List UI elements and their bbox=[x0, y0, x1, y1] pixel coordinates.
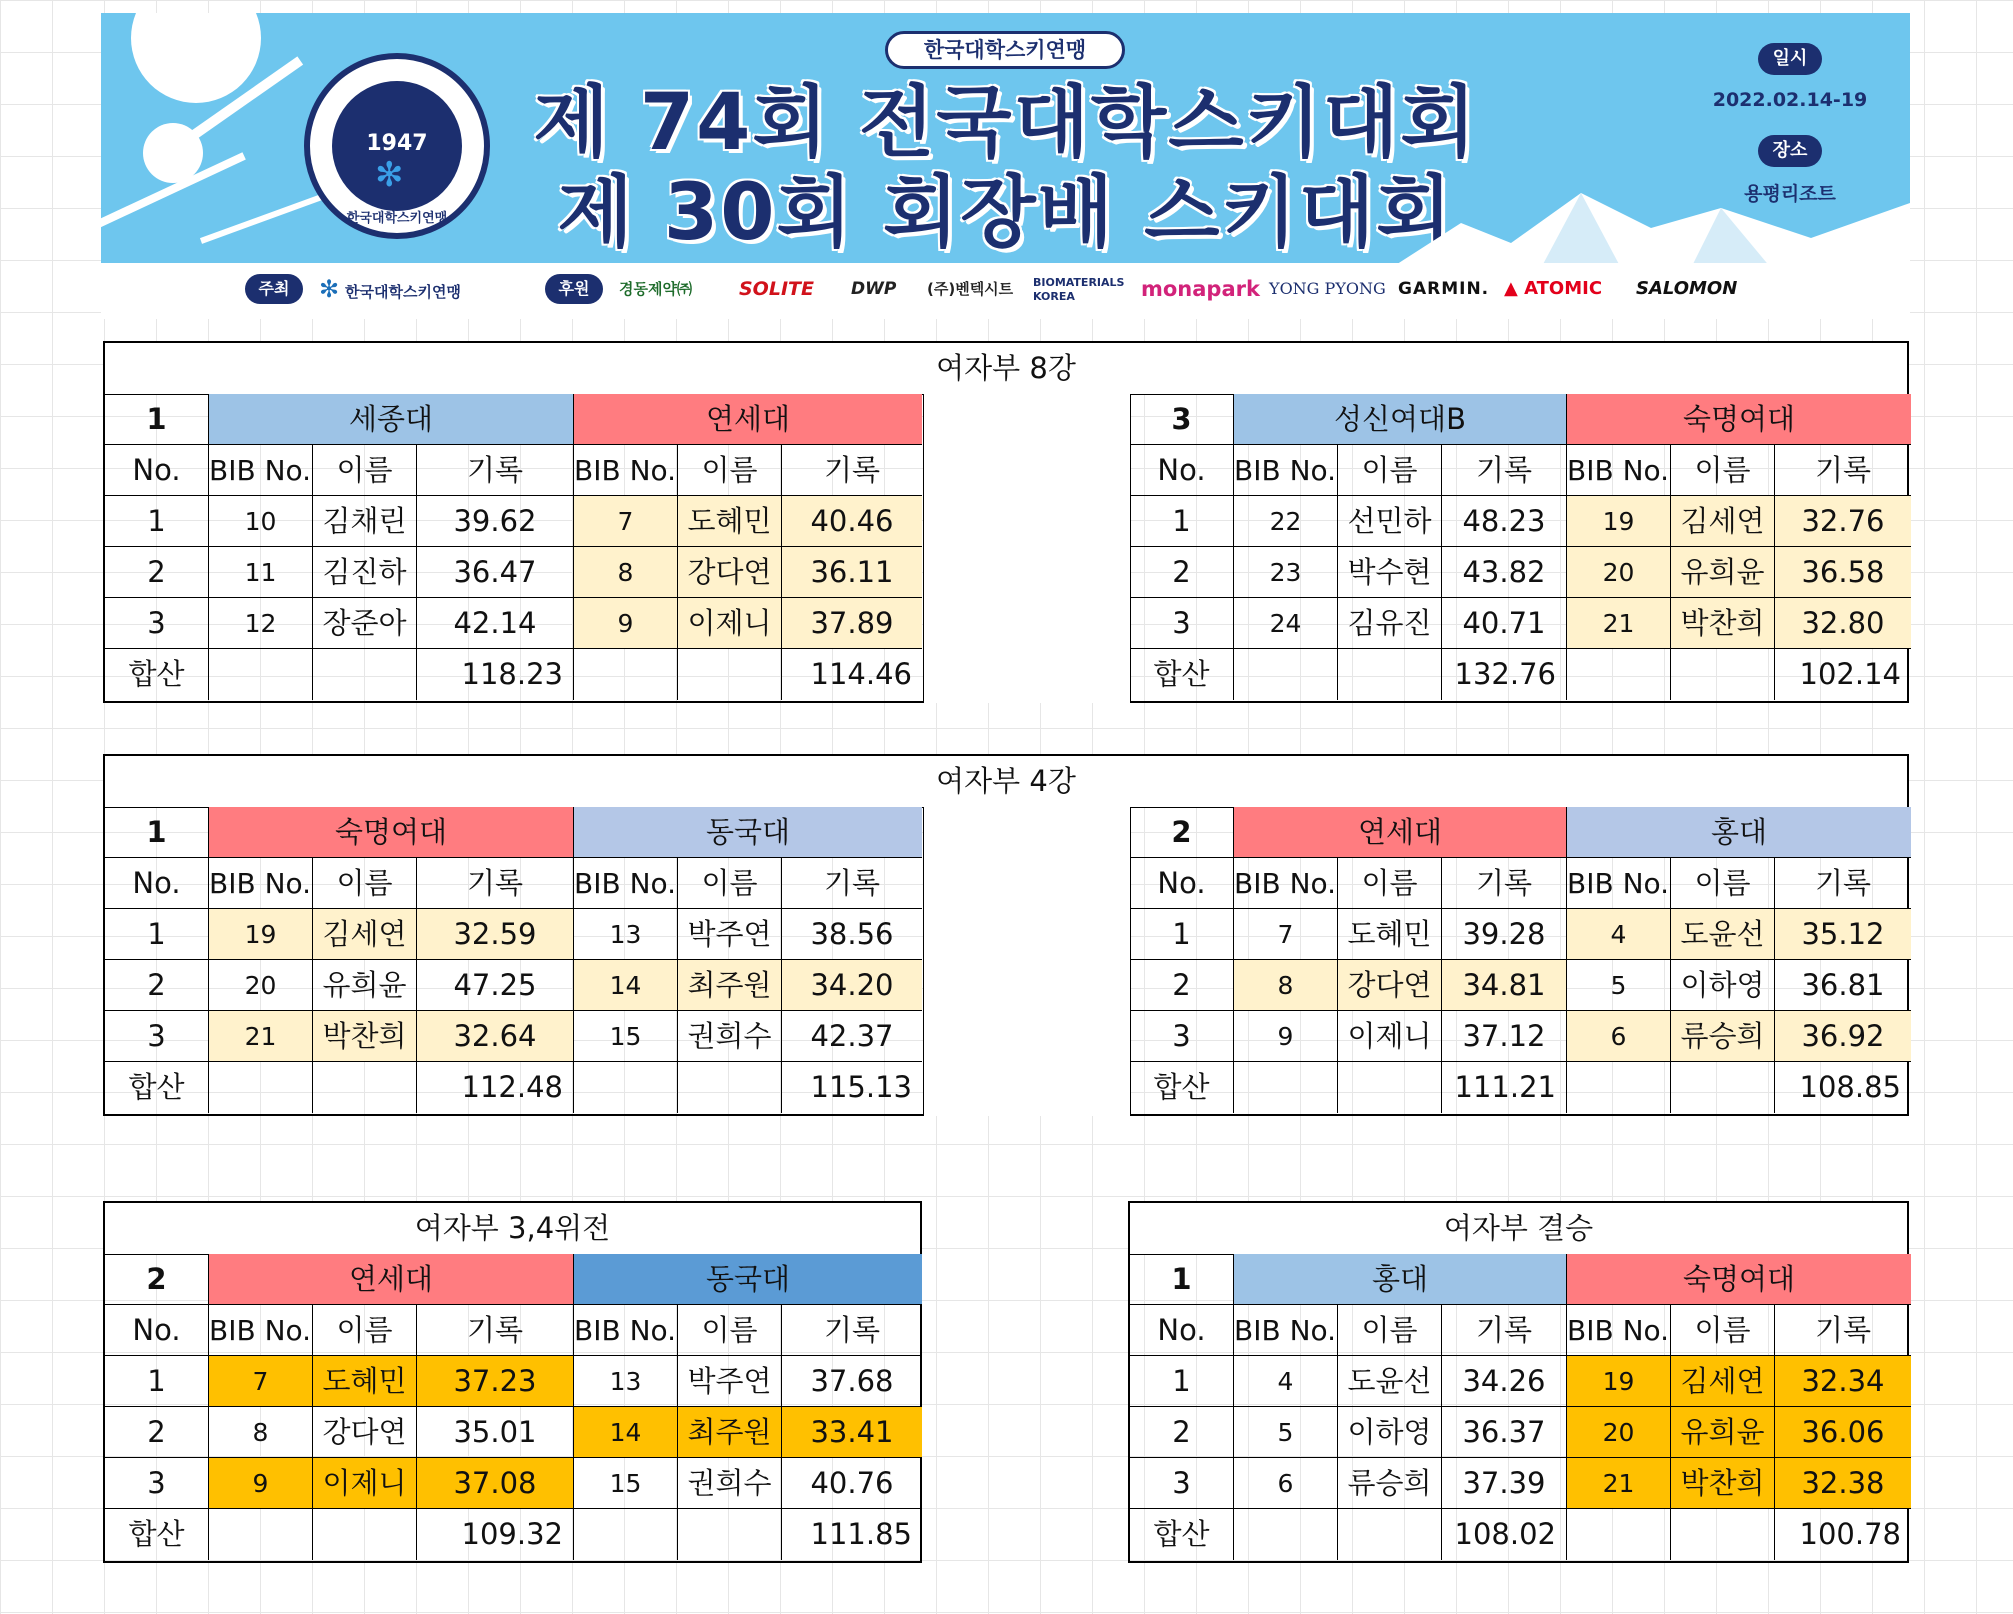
row-number: 1 bbox=[105, 909, 209, 960]
team-a-athlete-name: 김채린 bbox=[313, 496, 417, 547]
team-a-athlete-name: 선민하 bbox=[1338, 496, 1442, 547]
team-b-bib: 6 bbox=[1567, 1011, 1671, 1062]
team-b-record: 34.20 bbox=[782, 960, 922, 1011]
row-number: 2 bbox=[105, 960, 209, 1011]
empty-cell bbox=[1338, 1509, 1442, 1560]
team-a-bib: 7 bbox=[1234, 909, 1338, 960]
team-a-name: 성신여대B bbox=[1234, 394, 1567, 445]
team-a-record: 37.12 bbox=[1442, 1011, 1567, 1062]
total-label: 합산 bbox=[1130, 649, 1234, 700]
team-b-record: 38.56 bbox=[782, 909, 922, 960]
empty-cell bbox=[678, 649, 782, 700]
team-b-total: 115.13 bbox=[810, 1070, 912, 1104]
column-header-name: 이름 bbox=[678, 445, 782, 496]
team-a-record: 48.23 bbox=[1442, 496, 1567, 547]
panel-semifinal bbox=[103, 754, 1909, 1116]
team-b-name: 동국대 bbox=[574, 1254, 922, 1305]
panel-quarterfinal bbox=[103, 341, 1909, 703]
team-a-athlete-name: 강다연 bbox=[1338, 960, 1442, 1011]
empty-cell bbox=[1234, 1509, 1338, 1560]
section-title: 여자부 4강 bbox=[105, 756, 1907, 808]
team-b-athlete-name: 최주원 bbox=[678, 960, 782, 1011]
empty-cell bbox=[209, 1509, 313, 1560]
column-header-record: 기록 bbox=[417, 858, 574, 909]
section-title: 여자부 3,4위전 bbox=[105, 1203, 920, 1255]
team-b-record: 36.11 bbox=[782, 547, 922, 598]
team-a-record: 42.14 bbox=[417, 598, 574, 649]
team-a-total: 111.21 bbox=[1442, 1062, 1567, 1113]
column-header-no: No. bbox=[1130, 858, 1234, 909]
team-b-bib: 15 bbox=[574, 1011, 678, 1062]
team-b-athlete-name: 도윤선 bbox=[1671, 909, 1775, 960]
column-header-record: 기록 bbox=[1775, 1305, 1911, 1356]
team-a-bib: 8 bbox=[1234, 960, 1338, 1011]
row-number: 1 bbox=[1130, 496, 1234, 547]
empty-cell bbox=[1338, 649, 1442, 700]
atomic-text: ATOMIC bbox=[1524, 278, 1603, 299]
match-rank: 3 bbox=[1130, 394, 1234, 445]
column-header-bib: BIB No. bbox=[209, 1305, 313, 1356]
team-b-name: 숙명여대 bbox=[1567, 1254, 1911, 1305]
column-header-name: 이름 bbox=[1338, 858, 1442, 909]
team-b-record: 36.06 bbox=[1775, 1407, 1911, 1458]
team-b-athlete-name: 이하영 bbox=[1671, 960, 1775, 1011]
date-value: 2022.02.14-19 bbox=[1712, 89, 1868, 111]
empty-cell bbox=[678, 1062, 782, 1113]
team-b-total: 108.85 bbox=[1799, 1070, 1901, 1104]
empty-cell bbox=[1567, 649, 1671, 700]
column-header-record: 기록 bbox=[1442, 1305, 1567, 1356]
team-a-athlete-name: 도윤선 bbox=[1338, 1356, 1442, 1407]
team-b-athlete-name: 박주연 bbox=[678, 909, 782, 960]
sponsor-solite: SOLITE bbox=[739, 278, 814, 300]
empty-cell bbox=[313, 649, 417, 700]
team-b-bib: 21 bbox=[1567, 1458, 1671, 1509]
column-header-bib: BIB No. bbox=[209, 445, 313, 496]
team-a-bib: 19 bbox=[209, 909, 313, 960]
team-b-record: 32.38 bbox=[1775, 1458, 1911, 1509]
team-b-record: 42.37 bbox=[782, 1011, 922, 1062]
column-header-name: 이름 bbox=[1338, 1305, 1442, 1356]
team-b-name: 연세대 bbox=[574, 394, 922, 445]
team-a-bib: 23 bbox=[1234, 547, 1338, 598]
empty-cell bbox=[1671, 1062, 1775, 1113]
team-a-athlete-name: 유희윤 bbox=[313, 960, 417, 1011]
date-label: 일시 bbox=[1758, 43, 1822, 75]
row-number: 3 bbox=[1130, 598, 1234, 649]
team-a-bib: 21 bbox=[209, 1011, 313, 1062]
empty-cell bbox=[1671, 649, 1775, 700]
match-rank: 1 bbox=[105, 394, 209, 445]
team-b-total: 111.85 bbox=[810, 1517, 912, 1551]
row-number: 1 bbox=[105, 496, 209, 547]
team-a-record: 40.71 bbox=[1442, 598, 1567, 649]
row-number: 3 bbox=[105, 598, 209, 649]
team-a-record: 37.39 bbox=[1442, 1458, 1567, 1509]
column-header-no: No. bbox=[105, 445, 209, 496]
row-number: 2 bbox=[1130, 1407, 1234, 1458]
atomic-triangle-icon: ▲ bbox=[1504, 278, 1518, 299]
column-header-record: 기록 bbox=[417, 1305, 574, 1356]
team-b-record: 40.46 bbox=[782, 496, 922, 547]
team-b-athlete-name: 권희수 bbox=[678, 1458, 782, 1509]
empty-cell bbox=[678, 1509, 782, 1560]
team-a-total: 109.32 bbox=[417, 1509, 574, 1560]
team-a-bib: 5 bbox=[1234, 1407, 1338, 1458]
empty-cell bbox=[209, 649, 313, 700]
team-a-athlete-name: 김세연 bbox=[313, 909, 417, 960]
team-a-record: 34.26 bbox=[1442, 1356, 1567, 1407]
total-label: 합산 bbox=[105, 649, 209, 700]
team-a-record: 37.23 bbox=[417, 1356, 574, 1407]
sponsor-atomic bbox=[1504, 273, 1602, 305]
row-number: 2 bbox=[1130, 547, 1234, 598]
team-b-record: 35.12 bbox=[1775, 909, 1911, 960]
team-a-name: 연세대 bbox=[1234, 807, 1567, 858]
row-number: 3 bbox=[105, 1458, 209, 1509]
team-a-record: 34.81 bbox=[1442, 960, 1567, 1011]
team-b-bib: 5 bbox=[1567, 960, 1671, 1011]
team-a-athlete-name: 도혜민 bbox=[313, 1356, 417, 1407]
column-header-name: 이름 bbox=[1671, 445, 1775, 496]
team-b-record: 40.76 bbox=[782, 1458, 922, 1509]
team-b-athlete-name: 유희윤 bbox=[1671, 547, 1775, 598]
team-b-bib: 4 bbox=[1567, 909, 1671, 960]
team-b-total: 102.14 bbox=[1799, 657, 1901, 691]
panel-final bbox=[1128, 1201, 1909, 1563]
team-a-bib: 20 bbox=[209, 960, 313, 1011]
sponsor-garmin: GARMIN. bbox=[1398, 279, 1490, 299]
logo-korean-text: 한국대학스키연맹 bbox=[346, 211, 448, 226]
team-b-bib: 7 bbox=[574, 496, 678, 547]
empty-cell bbox=[574, 1062, 678, 1113]
match-rank: 2 bbox=[105, 1254, 209, 1305]
team-a-record: 32.59 bbox=[417, 909, 574, 960]
team-a-athlete-name: 이하영 bbox=[1338, 1407, 1442, 1458]
team-b-athlete-name: 최주원 bbox=[678, 1407, 782, 1458]
team-a-athlete-name: 강다연 bbox=[313, 1407, 417, 1458]
empty-cell bbox=[1234, 1062, 1338, 1113]
team-a-record: 37.08 bbox=[417, 1458, 574, 1509]
team-b-record: 32.34 bbox=[1775, 1356, 1911, 1407]
column-header-no: No. bbox=[105, 1305, 209, 1356]
column-header-bib: BIB No. bbox=[574, 445, 678, 496]
snowflake-icon: ✻ bbox=[375, 155, 404, 195]
team-a-athlete-name: 도혜민 bbox=[1338, 909, 1442, 960]
team-a-bib: 24 bbox=[1234, 598, 1338, 649]
team-b-athlete-name: 이제니 bbox=[678, 598, 782, 649]
host-name: 한국대학스키연맹 bbox=[345, 283, 461, 301]
section-title: 여자부 결승 bbox=[1130, 1203, 1907, 1255]
team-b-bib: 19 bbox=[1567, 496, 1671, 547]
row-number: 1 bbox=[1130, 909, 1234, 960]
team-b-athlete-name: 강다연 bbox=[678, 547, 782, 598]
team-a-total: 132.76 bbox=[1442, 649, 1567, 700]
host-label: 주최 bbox=[245, 274, 303, 304]
column-header-record: 기록 bbox=[1442, 858, 1567, 909]
team-b-record: 32.80 bbox=[1775, 598, 1911, 649]
team-b-name: 홍대 bbox=[1567, 807, 1911, 858]
team-a-bib: 9 bbox=[1234, 1011, 1338, 1062]
sponsor-biomaterials: BIOMATERIALS KOREA bbox=[1033, 276, 1125, 303]
host-logo bbox=[319, 273, 461, 305]
column-header-record: 기록 bbox=[1442, 445, 1567, 496]
empty-cell bbox=[1567, 1062, 1671, 1113]
team-b-name: 동국대 bbox=[574, 807, 922, 858]
team-b-total: 114.46 bbox=[810, 657, 912, 691]
team-a-athlete-name: 박찬희 bbox=[313, 1011, 417, 1062]
team-b-athlete-name: 류승희 bbox=[1671, 1011, 1775, 1062]
team-a-athlete-name: 이제니 bbox=[1338, 1011, 1442, 1062]
column-header-name: 이름 bbox=[1671, 1305, 1775, 1356]
mountain-illustration bbox=[1391, 188, 1910, 263]
sponsor-yongpyong: YONG PYONG bbox=[1269, 279, 1386, 298]
team-b-athlete-name: 박찬희 bbox=[1671, 1458, 1775, 1509]
team-a-athlete-name: 류승희 bbox=[1338, 1458, 1442, 1509]
empty-cell bbox=[1234, 649, 1338, 700]
team-a-bib: 22 bbox=[1234, 496, 1338, 547]
match-rank: 2 bbox=[1130, 807, 1234, 858]
sponsor-dwp: DWP bbox=[851, 279, 897, 299]
team-b-bib: 14 bbox=[574, 960, 678, 1011]
team-a-athlete-name: 이제니 bbox=[313, 1458, 417, 1509]
team-b-name: 숙명여대 bbox=[1567, 394, 1911, 445]
spacer bbox=[923, 807, 1131, 1116]
total-label: 합산 bbox=[1130, 1509, 1234, 1560]
column-header-bib: BIB No. bbox=[1567, 445, 1671, 496]
team-a-total: 118.23 bbox=[417, 649, 574, 700]
team-a-athlete-name: 장준아 bbox=[313, 598, 417, 649]
total-label: 합산 bbox=[105, 1509, 209, 1560]
event-banner bbox=[101, 13, 1910, 263]
team-a-bib: 12 bbox=[209, 598, 313, 649]
team-a-record: 47.25 bbox=[417, 960, 574, 1011]
team-a-record: 39.28 bbox=[1442, 909, 1567, 960]
team-a-total: 112.48 bbox=[417, 1062, 574, 1113]
row-number: 2 bbox=[105, 1407, 209, 1458]
team-b-bib: 15 bbox=[574, 1458, 678, 1509]
column-header-name: 이름 bbox=[1671, 858, 1775, 909]
column-header-bib: BIB No. bbox=[209, 858, 313, 909]
empty-cell bbox=[209, 1062, 313, 1113]
team-b-bib: 8 bbox=[574, 547, 678, 598]
event-title-line2: 제 30회 회장배 스키대회 bbox=[557, 168, 1454, 258]
team-b-bib: 19 bbox=[1567, 1356, 1671, 1407]
empty-cell bbox=[574, 1509, 678, 1560]
team-b-total: 100.78 bbox=[1799, 1517, 1901, 1551]
sponsor-monapark: monapark bbox=[1141, 277, 1260, 301]
team-a-record: 36.37 bbox=[1442, 1407, 1567, 1458]
sponsor-salomon: SALOMON bbox=[1636, 278, 1738, 299]
team-b-record: 36.92 bbox=[1775, 1011, 1911, 1062]
row-number: 3 bbox=[1130, 1011, 1234, 1062]
row-number: 3 bbox=[1130, 1458, 1234, 1509]
team-a-bib: 6 bbox=[1234, 1458, 1338, 1509]
column-header-bib: BIB No. bbox=[574, 1305, 678, 1356]
column-header-record: 기록 bbox=[1775, 858, 1911, 909]
empty-cell bbox=[313, 1062, 417, 1113]
column-header-record: 기록 bbox=[417, 445, 574, 496]
column-header-name: 이름 bbox=[313, 1305, 417, 1356]
row-number: 2 bbox=[1130, 960, 1234, 1011]
column-header-name: 이름 bbox=[678, 858, 782, 909]
team-b-record: 36.81 bbox=[1775, 960, 1911, 1011]
column-header-bib: BIB No. bbox=[1234, 445, 1338, 496]
team-a-record: 35.01 bbox=[417, 1407, 574, 1458]
empty-cell bbox=[1567, 1509, 1671, 1560]
team-b-bib: 9 bbox=[574, 598, 678, 649]
logo-year: 1947 bbox=[366, 131, 428, 156]
team-b-athlete-name: 김세연 bbox=[1671, 496, 1775, 547]
team-b-record: 36.58 bbox=[1775, 547, 1911, 598]
team-a-athlete-name: 김진하 bbox=[313, 547, 417, 598]
column-header-bib: BIB No. bbox=[1567, 1305, 1671, 1356]
total-label: 합산 bbox=[105, 1062, 209, 1113]
row-number: 3 bbox=[105, 1011, 209, 1062]
team-b-athlete-name: 도혜민 bbox=[678, 496, 782, 547]
place-label: 장소 bbox=[1758, 135, 1822, 167]
team-b-bib: 20 bbox=[1567, 1407, 1671, 1458]
team-a-record: 32.64 bbox=[417, 1011, 574, 1062]
team-b-athlete-name: 박찬희 bbox=[1671, 598, 1775, 649]
column-header-no: No. bbox=[1130, 1305, 1234, 1356]
team-b-record: 37.68 bbox=[782, 1356, 922, 1407]
spacer bbox=[923, 394, 1131, 703]
total-label: 합산 bbox=[1130, 1062, 1234, 1113]
team-b-bib: 13 bbox=[574, 909, 678, 960]
team-a-bib: 8 bbox=[209, 1407, 313, 1458]
team-a-bib: 7 bbox=[209, 1356, 313, 1407]
panel-third-place bbox=[103, 1201, 922, 1563]
team-a-name: 연세대 bbox=[209, 1254, 574, 1305]
team-a-record: 36.47 bbox=[417, 547, 574, 598]
team-a-name: 세종대 bbox=[209, 394, 574, 445]
team-b-record: 33.41 bbox=[782, 1407, 922, 1458]
team-b-bib: 21 bbox=[1567, 598, 1671, 649]
row-number: 2 bbox=[105, 547, 209, 598]
team-b-bib: 20 bbox=[1567, 547, 1671, 598]
sponsor-kyungdong: 경동제약㈜ bbox=[619, 280, 692, 298]
place-value: 용평리조트 bbox=[1744, 183, 1836, 205]
empty-cell bbox=[313, 1509, 417, 1560]
match-rank: 1 bbox=[105, 807, 209, 858]
team-a-record: 39.62 bbox=[417, 496, 574, 547]
row-number: 1 bbox=[1130, 1356, 1234, 1407]
team-a-athlete-name: 김유진 bbox=[1338, 598, 1442, 649]
team-a-name: 홍대 bbox=[1234, 1254, 1567, 1305]
team-b-bib: 13 bbox=[574, 1356, 678, 1407]
team-a-name: 숙명여대 bbox=[209, 807, 574, 858]
column-header-name: 이름 bbox=[678, 1305, 782, 1356]
team-a-athlete-name: 박수현 bbox=[1338, 547, 1442, 598]
section-title: 여자부 8강 bbox=[105, 343, 1907, 395]
empty-cell bbox=[1671, 1509, 1775, 1560]
empty-cell bbox=[1338, 1062, 1442, 1113]
team-b-record: 37.89 bbox=[782, 598, 922, 649]
empty-cell bbox=[574, 649, 678, 700]
team-a-total: 108.02 bbox=[1442, 1509, 1567, 1560]
team-a-bib: 10 bbox=[209, 496, 313, 547]
column-header-name: 이름 bbox=[313, 445, 417, 496]
snowflake-icon: ✻ bbox=[319, 275, 340, 303]
support-label: 후원 bbox=[545, 274, 603, 304]
column-header-bib: BIB No. bbox=[574, 858, 678, 909]
team-a-bib: 9 bbox=[209, 1458, 313, 1509]
match-rank: 1 bbox=[1130, 1254, 1234, 1305]
column-header-name: 이름 bbox=[1338, 445, 1442, 496]
column-header-record: 기록 bbox=[782, 445, 922, 496]
event-title-line1: 제 74회 전국대학스키대회 bbox=[533, 78, 1478, 168]
column-header-no: No. bbox=[105, 858, 209, 909]
column-header-record: 기록 bbox=[782, 858, 922, 909]
team-b-record: 32.76 bbox=[1775, 496, 1911, 547]
team-a-record: 43.82 bbox=[1442, 547, 1567, 598]
team-a-bib: 4 bbox=[1234, 1356, 1338, 1407]
sponsor-row bbox=[101, 263, 1910, 319]
column-header-bib: BIB No. bbox=[1234, 858, 1338, 909]
column-header-bib: BIB No. bbox=[1234, 1305, 1338, 1356]
team-b-athlete-name: 김세연 bbox=[1671, 1356, 1775, 1407]
column-header-record: 기록 bbox=[782, 1305, 922, 1356]
column-header-name: 이름 bbox=[313, 858, 417, 909]
team-b-athlete-name: 박주연 bbox=[678, 1356, 782, 1407]
team-b-bib: 14 bbox=[574, 1407, 678, 1458]
column-header-record: 기록 bbox=[1775, 445, 1911, 496]
organizer-pill: 한국대학스키연맹 bbox=[885, 31, 1125, 69]
team-b-athlete-name: 권희수 bbox=[678, 1011, 782, 1062]
row-number: 1 bbox=[105, 1356, 209, 1407]
team-a-bib: 11 bbox=[209, 547, 313, 598]
column-header-no: No. bbox=[1130, 445, 1234, 496]
team-b-athlete-name: 유희윤 bbox=[1671, 1407, 1775, 1458]
sponsor-ventec: (주)벤텍시트 bbox=[927, 280, 1014, 298]
column-header-bib: BIB No. bbox=[1567, 858, 1671, 909]
